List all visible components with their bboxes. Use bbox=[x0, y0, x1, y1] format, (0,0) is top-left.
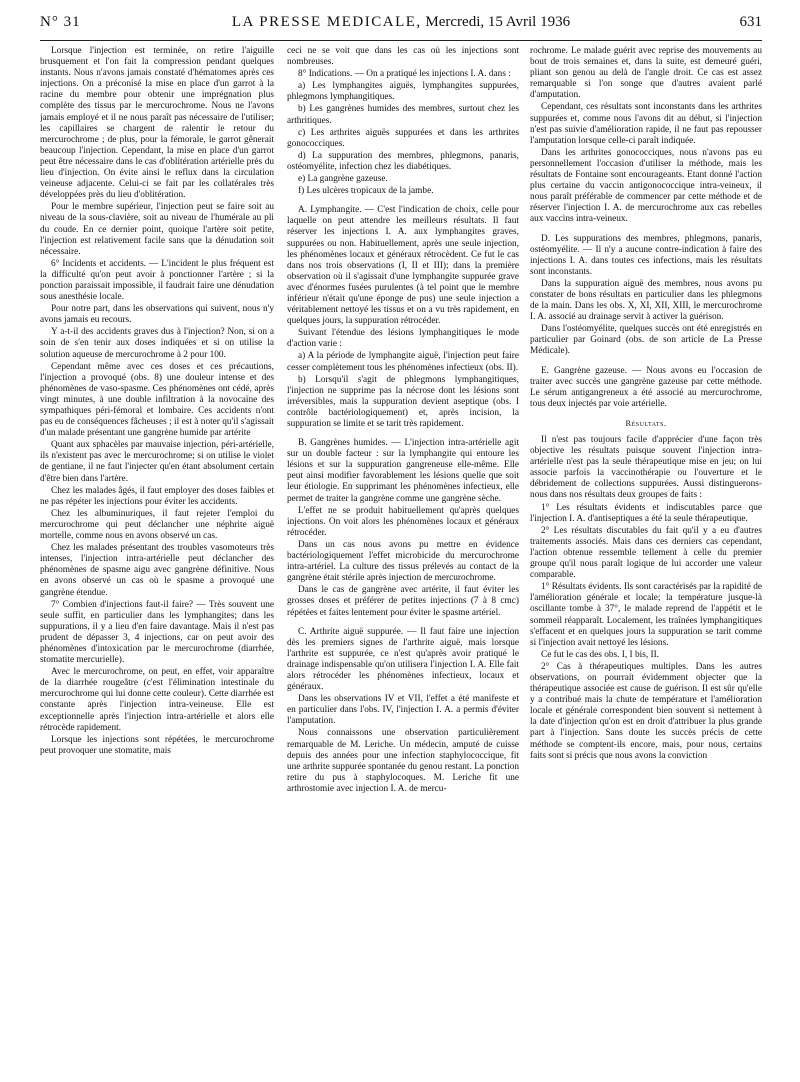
page-number: 631 bbox=[739, 14, 762, 30]
section-heading-resultats: Résultats. bbox=[625, 417, 667, 428]
section-suppurations: D. Les suppurations des membres, phlegmons, panaris, ostéomyélite. — Il n'y a aucune contre-indication à faire des injections I. A. dans toutes ces infections, mais les résultats sont inconstants. bbox=[530, 233, 762, 277]
list-item: f) Les ulcères tropicaux de la jambe. bbox=[298, 186, 434, 197]
paragraph: Dans le cas de gangrène avec artérite, il faut éviter les grosses doses et préférer de petites injections (7 à 8 cmc) répétées et faites lentement pour éviter le spasme artériel. bbox=[287, 585, 519, 618]
paragraph: 7° Combien d'injections faut-il faire? — Très souvent une seule suffit, en particulier dans les lymphangites; dans les suppurations, il y a lieu d'en faire davantage. Mais il n'est pas prudent de dépasser 3, 4 injections, car on peut avoir des phénomènes d'intoxication par le mercurochrome (diarrhée, stomatite mercurielle). bbox=[40, 599, 274, 666]
paragraph: Nous connaissons une observation particulièrement remarquable de M. Leriche. Un médecin, amputé de cuisse depuis des années pour une infection staphylococcique, fit une arthrite suppurée spontanée du genou restant. La ponction retire du pus à staphylocoques. M. Leriche fit une arthrostomie avec injection I. A. de mercu- bbox=[287, 728, 519, 794]
paragraph: rochrome. Le malade guérit avec reprise des mouvements au bout de trois semaines et, dans la suite, est demeuré guéri, pliant son genou au delà de l'angle droit. Ce cas est assez remarquable si l'on songe que d'autres avaient parlé d'amputation. bbox=[530, 46, 762, 101]
paragraph: Suivant l'étendue des lésions lymphangitiques le mode d'action varie : bbox=[287, 328, 519, 350]
list-item: b) Lorsqu'il s'agit de phlegmons lymphangitiques, l'injection ne supprime pas la nécrose dont les lésions sont irréversibles, mais la suppuration devient aseptique (obs. I contrôle bactériologiquement) et, après incision, la suppuration se limite et se tarit très rapidement. bbox=[287, 374, 519, 429]
list-item: a) A la période de lymphangite aiguë, l'injection peut faire cesser complètement tous les phénomènes infectieux (obs. II). bbox=[287, 351, 519, 373]
section-gangrene-gazeuse: E. Gangrène gazeuse. — Nous avons eu l'occasion de traiter avec succès une gangrène gazeuse par cette méthode. Le sérum antigangreneux a été associé au mercurochrome, tous deux injectés par voie artérielle. bbox=[530, 365, 762, 409]
page-header bbox=[40, 14, 762, 38]
paragraph: Cependant, ces résultats sont inconstants dans les arthrites suppurées et, comme nous l'avons dit au début, si l'injection n'est pas suivie d'amélioration rapide, il ne faut pas repousser l'amputation lorsque celle-ci paraît indiquée. bbox=[530, 102, 762, 146]
paragraph: Pour notre part, dans les observations qui suivent, nous n'y avons jamais eu recours. bbox=[40, 304, 274, 326]
column-3 bbox=[530, 46, 762, 1076]
column-2 bbox=[287, 46, 519, 1076]
paragraph: Pour le membre supérieur, l'injection peut se faire soit au niveau de la sous-clavière, soit au niveau de l'humérale au pli du coude. En ce dernier point, quoique l'artère soit petite, l'injection est relativement facile sans que la dénudation soit nécessaire. bbox=[40, 202, 274, 257]
paragraph: Lorsque les injections sont répétées, le mercurochrome peut provoquer une stomatite, mais bbox=[40, 734, 274, 756]
paragraph: Dans les arthrites gonococciques, nous n'avons pas eu personnellement l'occasion d'utiliser la méthode, mais les résultats de Fontaine sont encourageants. Etant donné l'action plus certaine du vaccin antigonococcique intra-veineux, il nous paraît préférable de commencer par cette méthode et de réserver l'injection I. A. de mercurochrome aux cas rebelles aux vaccins intra-veineux. bbox=[530, 147, 762, 225]
paragraph: Chez les malades âgés, il faut employer des doses faibles et ne pas répéter les injections pour éviter les accidents. bbox=[40, 485, 274, 507]
section-lymphangite: A. Lymphangite. — C'est l'indication de choix, celle pour laquelle on peut attendre les meilleurs résultats. Il faut réserver les injections I. A. aux lymphangites graves, suppurées ou non. Habituellement, après une seule injection, les phénomènes locaux et généraux rétrocèdent. Ce fut le cas dans nos trois observations (I, II et III); dans la première observation où il s'agissait d'une lymphangite suppurée grave avec d'énormes fusées purulentes (à tel point que le membre inférieur n'était qu'une éponge de pus) une seule injection a véritablement nettoyé les tissus et on a vu très rapidement, en quelques jours, la suppuration rétrocéder. bbox=[287, 205, 519, 327]
list-item: a) Les lymphangites aiguës, lymphangites suppurées, phlegmons lymphangitiques. bbox=[287, 81, 519, 103]
section-arthrite: C. Arthrite aiguë suppurée. — Il faut faire une injection dès les premiers signes de l'arthrite aiguë, mais lorsque l'arthrite est suppurée, ce n'est qu'après avoir pratiqué le drainage indispensable qu'on utilisera l'injection I. A. Elle fait alors rétrocéder les phénomènes infectieux, locaux et généraux. bbox=[287, 626, 519, 693]
paragraph: Quant aux sphacèles par mauvaise injection, péri-artérielle, ils n'existent pas avec le mercurochrome; si on utilise le violet de gentiane, il ne faut l'injecter qu'en étant absolument certain d'être bien dans l'artère. bbox=[40, 440, 274, 484]
paragraph: Y a-t-il des accidents graves dus à l'injection? Non, si on a soin de s'en tenir aux doses indiquées et si on utilise la solution aqueuse de mercurochrome à 2 pour 100. bbox=[40, 327, 274, 360]
list-item: b) Les gangrènes humides des membres, surtout chez les arthritiques. bbox=[287, 104, 519, 126]
list-item: d) La suppuration des membres, phlegmons, panaris, ostéomyélite, infection chez les diabétiques. bbox=[287, 150, 519, 172]
paragraph: Dans la suppuration aiguë des membres, nous avons pu constater de bons résultats en particulier dans les phlegmons de la main. Dans les obs. X, XI, XII, XIII, le mercurochrome I. A. associé au drainage servit à activer la guérison. bbox=[530, 278, 762, 323]
paragraph: Ce fut le cas des obs. I, I bis, II. bbox=[541, 649, 659, 660]
list-item: e) La gangrène gazeuse. bbox=[298, 174, 388, 185]
paragraph: L'effet ne se produit habituellement qu'après quelques injections. On voit alors les phénomènes locaux et généraux rétrocéder. bbox=[287, 505, 519, 538]
issue-date: Mercredi, 15 Avril 1936 bbox=[425, 14, 571, 30]
paragraph: Il n'est pas toujours facile d'apprécier d'une façon très objective les résultats puisque souvent l'injection intra-artérielle n'est pas la seule thérapeutique mise en jeu; on lui associe parfois la vaccinothérapie ou l'ouverture et le débridement de collections suppurées. Aussi distinguerons-nous dans nos résultats deux groupes de faits : bbox=[530, 435, 762, 501]
article-body bbox=[40, 46, 762, 1076]
paragraph: 8° Indications. — On a pratiqué les injections I. A. dans : bbox=[298, 69, 511, 80]
header-rule bbox=[40, 40, 762, 41]
paragraph: 1° Résultats évidents. Ils sont caractérisés par la rapidité de l'amélioration générale et locale; la température jusque-là oscillante tombe à 37°, le malade reprend de l'appétit et le sommeil réapparaît. Localement, les traînées lymphangitiques s'effacent et en quelques jours la suppuration se tarit comme si l'injection avait nettoyé les lésions. bbox=[530, 582, 762, 648]
paragraph: Dans les observations IV et VII, l'effet a été manifeste et en particulier dans l'obs. IV, l'injection I. A. a permis d'éviter l'amputation. bbox=[287, 694, 519, 727]
section-gangrenes-humides: B. Gangrènes humides. — L'injection intra-artérielle agit sur un double facteur : sur la lymphangite qui entoure les lésions et sur la suppuration gangreneuse elle-même. Elle peut ainsi modifier favorablement les lésions quelle que soit leur étiologie. En supprimant les phénomènes infectieux, elle permet de traiter la gangrène comme une gangrène sèche. bbox=[287, 438, 519, 504]
paragraph: 2° Les résultats discutables du fait qu'il y a eu d'autres traitements associés. Mais dans ces derniers cas cependant, l'action obtenue ressemble tellement à celle du premier groupe qu'il nous paraît logique de lui accorder une valeur comparable. bbox=[530, 525, 762, 581]
column-1 bbox=[40, 46, 274, 1076]
paragraph: ceci ne se voit que dans les cas où les injections sont nombreuses. bbox=[287, 46, 519, 68]
running-title bbox=[40, 14, 762, 31]
list-item: c) Les arthrites aiguës suppurées et dans les arthrites gonococciques. bbox=[287, 127, 519, 149]
paragraph: Chez les malades présentant des troubles vasomoteurs très intenses, l'injection intra-artérielle peut déclancher des phénomènes de spasme aigu avec gangrène définitive. Nous en avons observé un cas où le spasme a provoqué une gangrène étendue. bbox=[40, 543, 274, 598]
journal-name: LA PRESSE MEDICALE, bbox=[231, 14, 422, 30]
paragraph: Cependant même avec ces doses et ces précautions, l'injection a provoqué (obs. 8) une douleur intense et des phénomènes de vaso-spasme. Ces phénomènes ont cédé, après vingt minutes, à une double infiltration à la novocaïne des sympathiques péri-fémoral et lombaire. Ces accidents n'ont pas eu de conséquences fâcheuses ; il est à noter qu'il s'agissait d'un malade présentant une gangrène humide par artérite bbox=[40, 361, 274, 439]
paragraph: Dans un cas nous avons pu mettre en évidence bactériologiquement l'effet microbicide du mercurochrome intra-artériel. La culture des tissus prélevés au contact de la gangrène était stérile après injection de mercurochrome. bbox=[287, 539, 519, 584]
paragraph: Dans l'ostéomyélite, quelques succès ont été enregistrés en particulier par Goinard (obs. de son article de La Presse Médicale). bbox=[530, 324, 762, 357]
paragraph: Avec le mercurochrome, on peut, en effet, voir apparaître de la diarrhée rougeâtre (c'est l'élimination intestinale du mercurochrome qui lui donne cette couleur). Cette diarrhée est constante après l'injection intra-veineuse. Elle est exceptionnelle après l'injection intra-artérielle et alors elle rétrocède rapidement. bbox=[40, 667, 274, 733]
paragraph: Chez les albuminuriques, il faut rejeter l'emploi du mercurochrome qui peut déclancher une néphrite aiguë mortelle, comme nous en avons observé un cas. bbox=[40, 508, 274, 542]
paragraph: 6° Incidents et accidents. — L'incident le plus fréquent est la difficulté qu'on peut avoir à ponctionner l'artère ; si la ponction paraissait impossible, il faudrait faire une dénudation sous anesthésie locale. bbox=[40, 258, 274, 303]
paragraph: Lorsque l'injection est terminée, on retire l'aiguille brusquement et l'on fait la compression pendant quelques instants. Nous n'avons jamais constaté d'hématomes après ces injections. On a préconisé la mise en place d'un garrot à la racine du membre pour obtenir une imprégnation plus complète des tissus par le mercurochrome. Nous ne l'avons jamais employé et il ne nous paraît pas nécessaire de l'utiliser; les capillaires se chargent de ralentir le retour du mercurochrome ; de plus, pour la fémorale, le garrot gênerait beaucoup l'injection. Cependant, la mise en place d'un garrot peut être nécessaire dans le cas d'oblitération artérielle près du lieu d'injection. On évite ainsi le reflux dans la circulation veineuse adjacente. Celui-ci se fait par les collatérales très développées près du lieu d'oblitération. bbox=[40, 46, 274, 201]
paragraph: 2° Cas à thérapeutiques multiples. Dans les autres observations, on pourrait évidemment objecter que la thérapeutique associée est cause de guérison. Il est sûr qu'elle y a contribué mais la chute de température et l'amélioration locale et générale correspondent bien souvent si nettement à la date d'injection qu'on est en droit d'attribuer la plus grande part à l'injection. Sans doute les succès précis de cette méthode se comptent-ils encore, mais, pour nous, certains faits sont si précis que nous avons la conviction bbox=[530, 661, 762, 761]
paragraph: 1° Les résultats évidents et indiscutables parce que l'injection I. A. d'antiseptiques a été la seule thérapeutique. bbox=[530, 502, 762, 524]
issue-number: N° 31 bbox=[40, 14, 81, 30]
